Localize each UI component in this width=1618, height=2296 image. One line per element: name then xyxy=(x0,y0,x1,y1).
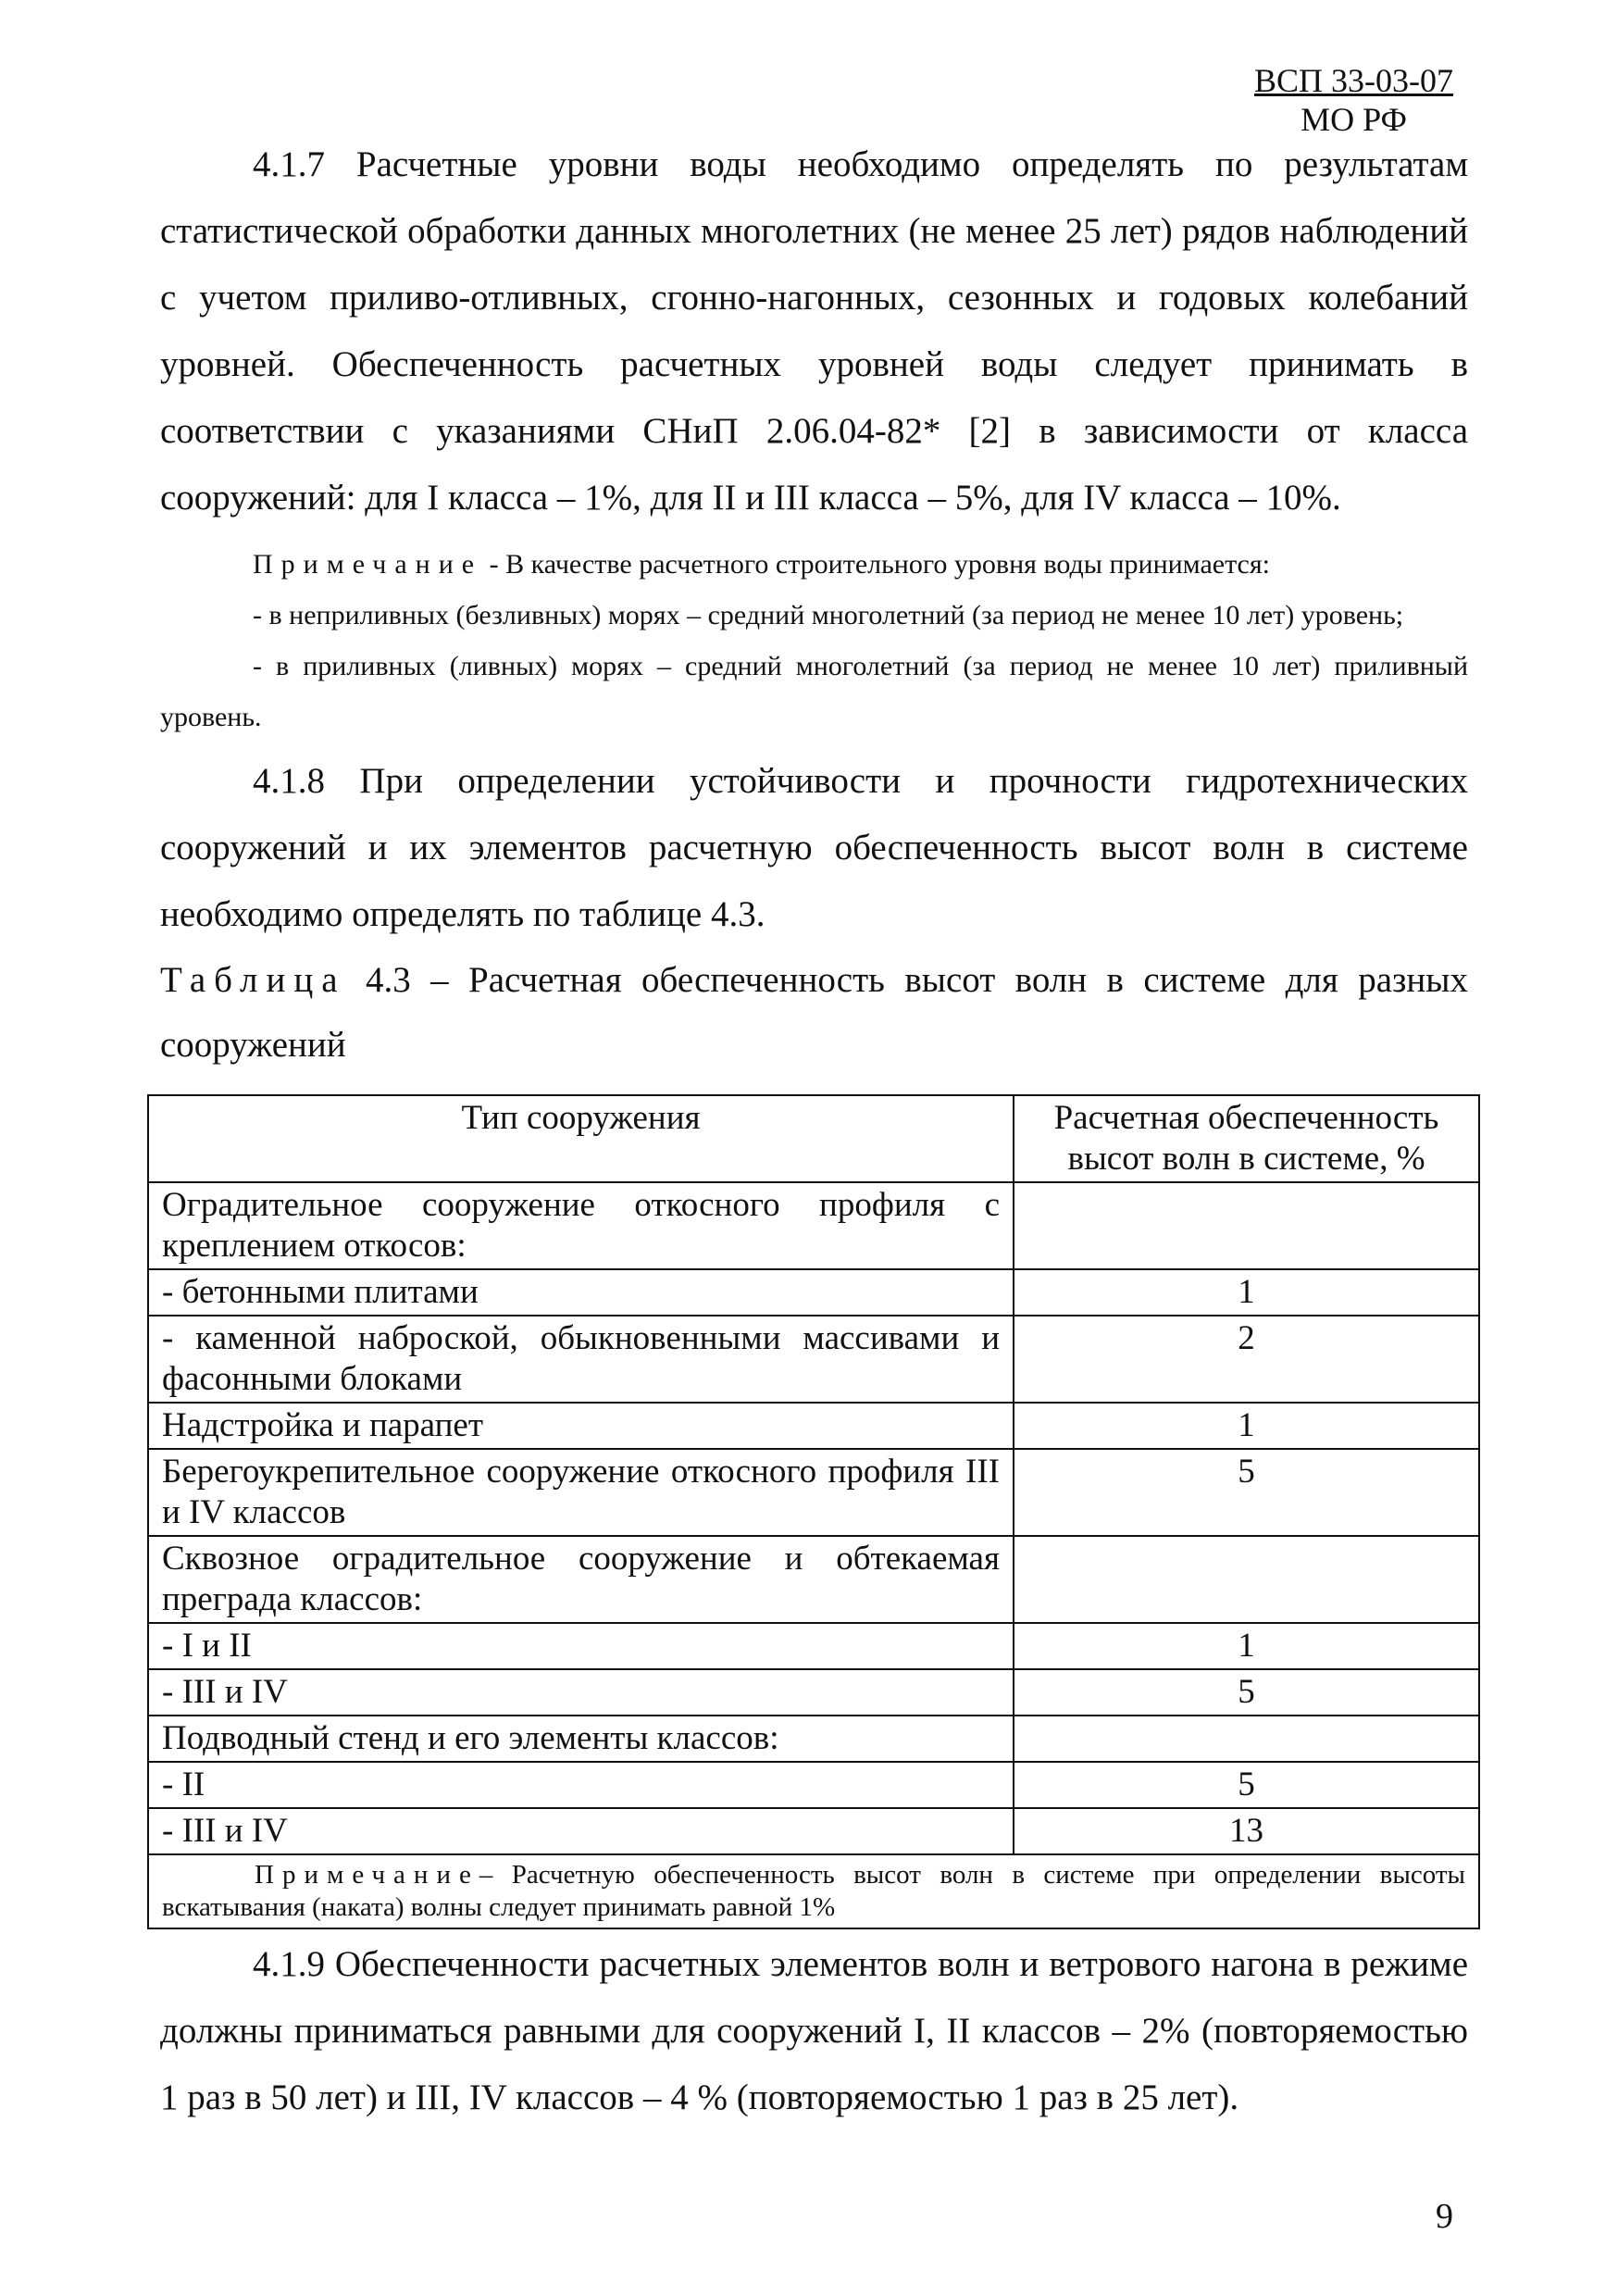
row-value: 1 xyxy=(1014,1269,1479,1316)
row-type: Сквозное оградительное сооружение и обтекаемая преграда классов: xyxy=(148,1536,1014,1623)
note-1-item-2: - в приливных (ливных) морях – средний многолетний (за период не менее 10 лет) приливный уровень. xyxy=(160,651,1468,732)
table-row xyxy=(148,1669,1479,1716)
table-row xyxy=(148,1716,1479,1762)
table-note xyxy=(148,1854,1479,1928)
table-note-text: – Расчетную обеспеченность высот волн в системе при определении высоты вскатывания (наката) волны следует принимать равной 1% xyxy=(162,1860,1465,1922)
document-header xyxy=(1254,61,1453,139)
row-type: - бетонными плитами xyxy=(148,1269,1014,1316)
document-org: МО РФ xyxy=(1301,101,1407,138)
column-header-type: Тип сооружения xyxy=(148,1095,1014,1182)
row-type: Подводный стенд и его элементы классов: xyxy=(148,1716,1014,1762)
row-value xyxy=(1014,1182,1479,1269)
note-1-item-1: - в неприливных (безливных) морях – средний многолетний (за период не менее 10 лет) уровень; xyxy=(253,600,1404,630)
note-1-label: Примечание xyxy=(253,549,483,580)
column-header-probability: Расчетная обеспеченность высот волн в системе, % xyxy=(1014,1095,1479,1182)
note-1 xyxy=(160,539,1468,590)
row-value: 5 xyxy=(1014,1669,1479,1716)
table-row xyxy=(148,1316,1479,1403)
row-type: - I и II xyxy=(148,1623,1014,1669)
row-value: 5 xyxy=(1014,1449,1479,1536)
table-row xyxy=(148,1449,1479,1536)
table-row xyxy=(148,1808,1479,1854)
table-row xyxy=(148,1536,1479,1623)
row-value xyxy=(1014,1536,1479,1623)
row-type: - III и IV xyxy=(148,1669,1014,1716)
table-row xyxy=(148,1269,1479,1316)
table-caption-text: 4.3 – Расчетная обеспеченность высот волн в системе для разных сооружений xyxy=(160,960,1469,1065)
paragraph-4-1-9: 4.1.9 Обеспеченности расчетных элементов волн и ветрового нагона в режиме должны приниматься равными для сооружений I, II классов – 2% (повторяемостью 1 раз в 50 лет) и III, IV классов – 4 % (повторяемостью 1 раз в 25 лет). xyxy=(160,1944,1468,2117)
row-value: 1 xyxy=(1014,1403,1479,1449)
table-row xyxy=(148,1182,1479,1269)
row-value xyxy=(1014,1716,1479,1762)
page-content xyxy=(160,131,1468,2131)
table-row xyxy=(148,1623,1479,1669)
table-row xyxy=(148,1762,1479,1808)
row-type: Надстройка и парапет xyxy=(148,1403,1014,1449)
wave-probability-table xyxy=(147,1094,1480,1929)
row-type: - II xyxy=(148,1762,1014,1808)
table-note-row xyxy=(148,1854,1479,1928)
table-caption-label: Таблица xyxy=(160,960,346,1000)
page-number: 9 xyxy=(1436,2197,1453,2236)
row-value: 13 xyxy=(1014,1808,1479,1854)
table-row xyxy=(148,1403,1479,1449)
row-type: - каменной наброской, обыкновенными массивами и фасонными блоками xyxy=(148,1316,1014,1403)
paragraph-4-1-8: 4.1.8 При определении устойчивости и прочности гидротехнических сооружений и их элементов расчетную обеспеченность высот волн в системе необходимо определять по таблице 4.3. xyxy=(160,761,1468,934)
paragraph-4-1-7: 4.1.7 Расчетные уровни воды необходимо определять по результатам статистической обработки данных многолетних (не менее 25 лет) рядов наблюдений с учетом приливо-отливных, сгонно-нагонных, сезонных и годовых колебаний уровней. Обеспеченность расчетных уровней воды следует принимать в соответствии с указаниями СНиП 2.06.04-82* [2] в зависимости от класса сооружений: для I класса – 1%, для II и III класса – 5%, для IV класса – 10%. xyxy=(160,144,1468,518)
table-header-row xyxy=(148,1095,1479,1182)
row-value: 1 xyxy=(1014,1623,1479,1669)
table-caption xyxy=(160,948,1468,1078)
row-value: 5 xyxy=(1014,1762,1479,1808)
note-1-text: - В качестве расчетного строительного уровня воды принимается: xyxy=(489,549,1271,580)
row-value: 2 xyxy=(1014,1316,1479,1403)
table-note-label: Примечание xyxy=(255,1860,479,1890)
row-type: Берегоукрепительное сооружение откосного профиля III и IV классов xyxy=(148,1449,1014,1536)
row-type: - III и IV xyxy=(148,1808,1014,1854)
row-type: Оградительное сооружение откосного профиля с креплением откосов: xyxy=(148,1182,1014,1269)
document-code: ВСП 33-03-07 xyxy=(1254,62,1453,99)
